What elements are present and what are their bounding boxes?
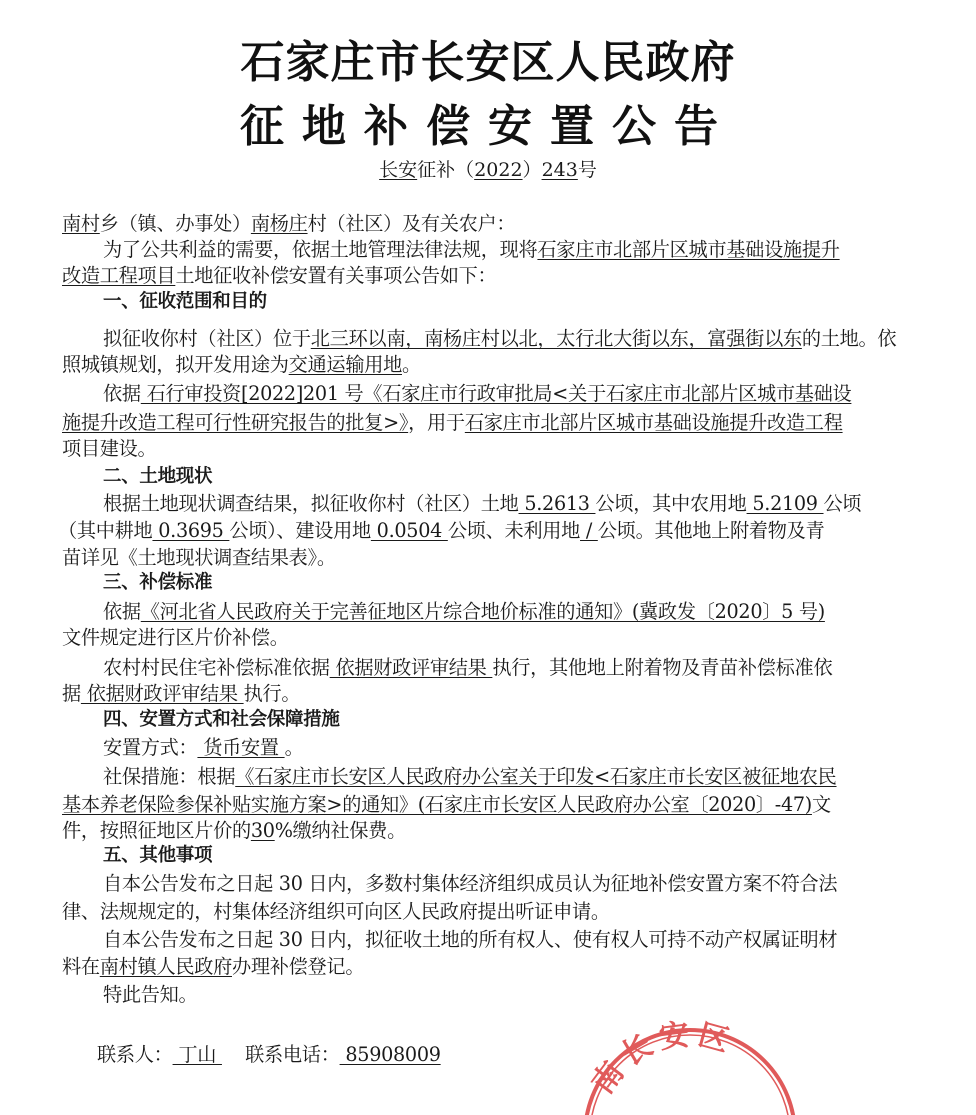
s2-line2: （其中耕地 0.3695 公顷）、建设用地 0.0504 公顷、未利用地 / 公顷。其他地上附着物及青	[58, 519, 825, 542]
intro-line-2: 改造工程项目土地征收补偿安置有关事项公告如下：	[62, 264, 497, 287]
s4-ss-line1: 社保措施：根据《石家庄市长安区人民政府办公室关于印发<石家庄市长安区被征地农民	[103, 765, 837, 788]
s5-para1-line1: 自本公告发布之日起 30 日内，多数村集体经济组织成员认为征地补偿安置方案不符合法	[103, 872, 838, 895]
s3-para2-line1: 农村村民住宅补偿标准依据 依据财政评审结果 执行，其他地上附着物及青苗补偿标准依	[103, 656, 833, 679]
section-5-heading: 五、其他事项	[103, 845, 213, 866]
contact-line: 联系人： 丁山 联系电话： 85908009	[97, 1043, 441, 1066]
s5-para2-line1: 自本公告发布之日起 30 日内，拟征收土地的所有权人、使有权人可持不动产权属证明材	[103, 928, 838, 951]
seal-text: 南长安区	[585, 1016, 739, 1101]
section-4-heading: 四、安置方式和社会保障措施	[103, 709, 340, 730]
closing-line: 特此告知。	[103, 983, 198, 1006]
s2-line1: 根据土地现状调查结果，拟征收你村（社区）土地 5.2613 公顷，其中农用地 5.2109 公顷	[103, 492, 862, 515]
s3-para1-line1: 依据《河北省人民政府关于完善征地区片综合地价标准的通知》(冀政发〔2020〕5 号)	[103, 600, 825, 623]
svg-text:南长安区	[585, 1017, 738, 1101]
notice-title-subject: 征地补偿安置公告	[240, 101, 736, 152]
s1-para2-line2: 施提升改造工程可行性研究报告的批复>》，用于石家庄市北部片区城市基础设施提升改造工程	[62, 411, 843, 434]
notice-title-government: 石家庄市长安区人民政府	[240, 37, 736, 88]
section-1-heading: 一、征收范围和目的	[103, 291, 267, 312]
s3-para2-line2: 据 依据财政评审结果 执行。	[62, 682, 301, 705]
s4-mode-line: 安置方式： 货币安置 。	[103, 736, 304, 759]
s4-ss-line3: 件，按照征地区片价的30%缴纳社保费。	[62, 819, 406, 842]
s3-para1-line2: 文件规定进行区片价补偿。	[62, 626, 289, 649]
s2-line3: 苗详见《土地现状调查结果表》。	[62, 546, 336, 569]
s1-para2-line1: 依据 石行审投资[2022]201 号《石家庄市行政审批局<关于石家庄市北部片区城市基础设	[103, 382, 852, 405]
section-2-heading: 二、土地现状	[103, 466, 213, 487]
s1-para1-line1: 拟征收你村（社区）位于北三环以南，南杨庄村以北，太行北大街以东，富强街以东的土地。依	[103, 327, 897, 350]
s1-para2-line3: 项目建设。	[62, 437, 157, 460]
official-seal-icon	[570, 1015, 800, 1115]
intro-line-1: 为了公共利益的需要，依据土地管理法律法规，现将石家庄市北部片区城市基础设施提升	[103, 238, 840, 261]
document-number: 长安征补（2022）243号	[379, 159, 597, 181]
s4-ss-line2: 基本养老保险参保补贴实施方案>的通知》(石家庄市长安区人民政府办公室〔2020〕-47)文	[62, 793, 831, 816]
addressee-line: 南村乡（镇、办事处）南杨庄村（社区）及有关农户：	[62, 212, 516, 235]
section-3-heading: 三、补偿标准	[103, 572, 213, 593]
s5-para1-line2: 律、法规规定的，村集体经济组织可向区人民政府提出听证申请。	[62, 900, 610, 923]
s5-para2-line2: 料在南村镇人民政府办理补偿登记。	[62, 955, 365, 978]
s1-para1-line2: 照城镇规划，拟开发用途为交通运输用地。	[62, 353, 421, 376]
